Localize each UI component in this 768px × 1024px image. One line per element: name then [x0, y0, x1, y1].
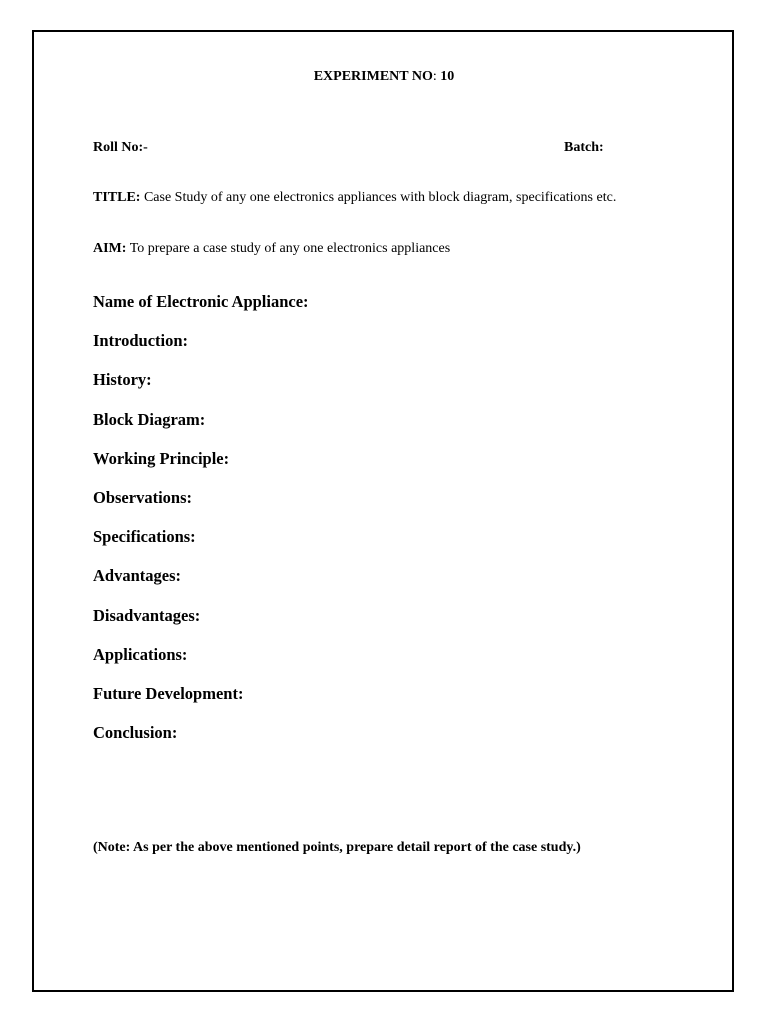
section-list [93, 291, 309, 761]
section-appliance-name: Name of Electronic Appliance: [93, 292, 309, 311]
section-history: History: [93, 370, 152, 390]
section-advantages: Advantages: [93, 566, 182, 586]
experiment-separator: : [432, 69, 437, 84]
roll-no-label: Roll No:- [93, 140, 148, 155]
section-working-principle: Working Principle: [93, 448, 230, 468]
section-observations: Observations: [93, 487, 192, 507]
title-label: TITLE: [93, 190, 141, 205]
experiment-number: 10 [440, 69, 455, 84]
note-text: (Note: As per the above mentioned points, prepare detail report of the case study.) [93, 840, 581, 855]
section-disadvantages: Disadvantages: [93, 605, 201, 625]
title-text: Case Study of any one electronics appliances with block diagram, specifications etc. [143, 190, 617, 205]
section-future-development: Future Development: [93, 683, 244, 703]
section-block-diagram: Block Diagram: [93, 409, 206, 429]
aim-label: AIM: [93, 241, 127, 256]
experiment-label: EXPERIMENT NO [313, 69, 433, 84]
section-conclusion: Conclusion: [93, 723, 178, 743]
aim-text: To prepare a case study of any one electronics appliances [129, 241, 451, 256]
aim-line [93, 240, 450, 258]
title-line [93, 189, 616, 207]
section-specifications: Specifications: [93, 527, 196, 547]
section-introduction: Introduction: [93, 331, 189, 351]
batch-label: Batch: [564, 140, 604, 155]
section-applications: Applications: [93, 644, 188, 664]
experiment-heading [0, 68, 768, 86]
